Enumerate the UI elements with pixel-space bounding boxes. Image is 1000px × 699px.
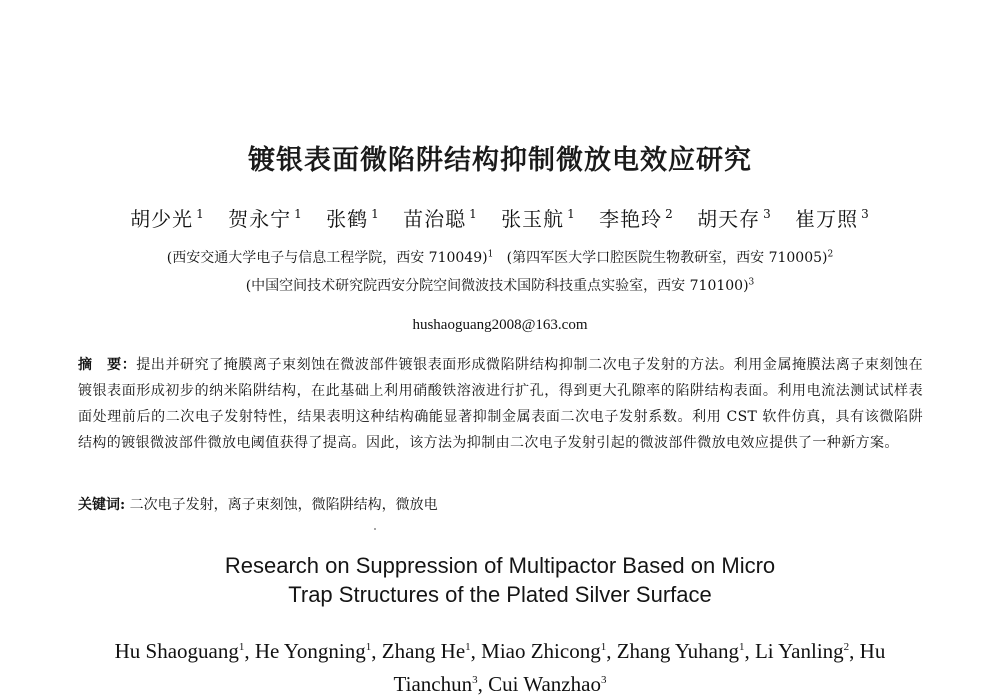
english-title-line-2: Trap Structures of the Plated Silver Surface <box>288 582 712 607</box>
affiliation-xjtu: (西安交通大学电子与信息工程学院，西安 710049) <box>166 250 488 266</box>
abstract-text: 提出并研究了掩膜离子束刻蚀在微波部件镀银表面形成微陷阱结构抑制二次电子发射的方法。利用金属掩膜法离子束刻蚀在镀银表面形成初步的纳米陷阱结构，在此基础上利用硝酸铁溶液进行扩孔，得到更大孔隙率的陷阱结构表面。利用电流法测试试样表面处理前后的二次电子发射特性，结果表明这种结构确能显著抑制金属表面二次电子发射系数。利用 CST 软件仿真，具有该微陷阱结构的镀银微波部件微放电阈值获得了提高。因此，该方法为抑制由二次电子发射引起的微波部件微放电效应提供了一种新方案。 <box>78 357 923 451</box>
chinese-author <box>599 207 674 231</box>
affiliation-line-1 <box>0 247 1000 267</box>
english-author-list <box>110 633 890 699</box>
author-affiliation-mark: 3 <box>600 674 607 686</box>
author-name: 胡少光 <box>130 207 194 231</box>
author-affiliation-mark: 1 <box>294 207 303 222</box>
author-affiliation-mark: 3 <box>763 207 772 222</box>
author-affiliation-mark: 1 <box>465 641 471 653</box>
english-title <box>0 551 1000 609</box>
abstract-label: 摘 要： <box>78 357 137 373</box>
affiliation-mark: 1 <box>487 249 494 260</box>
keywords-label: 关键词: <box>78 497 126 513</box>
author-name: He Yongning <box>254 639 366 663</box>
author-affiliation-mark: 1 <box>238 641 245 653</box>
english-author: He Yongning$^1$, <box>254 639 382 663</box>
author-name: 胡天存 <box>697 207 761 231</box>
author-name: Hu Shaoguang <box>114 639 239 663</box>
english-author: Hu Shaoguang$^1$, <box>114 639 255 663</box>
english-author: Zhang He$^1$, <box>381 639 482 663</box>
chinese-keywords <box>78 494 923 516</box>
author-name: Li Yanling <box>754 639 844 663</box>
author-affiliation-mark: 2 <box>843 641 850 653</box>
author-affiliation-mark: 1 <box>469 207 478 222</box>
english-author <box>488 672 606 696</box>
author-name: Zhang He <box>381 639 466 663</box>
author-affiliation-mark: 1 <box>600 641 607 653</box>
author-affiliation-mark: 1 <box>365 641 372 653</box>
chinese-author-list <box>60 203 940 232</box>
author-name: 苗治聪 <box>403 207 467 231</box>
chinese-author <box>795 207 870 231</box>
author-name: Cui Wanzhao <box>488 672 601 696</box>
english-author: Zhang Yuhang$^1$, <box>616 639 755 663</box>
affiliation-mark: 3 <box>748 277 755 288</box>
chinese-author <box>403 207 478 231</box>
chinese-author <box>228 207 303 231</box>
chinese-title: 镀银表面微陷阱结构抑制微放电效应研究 <box>248 145 752 176</box>
affiliation-mark: 2 <box>827 249 834 260</box>
author-affiliation-mark: 1 <box>196 207 205 222</box>
author-name: 张鹤 <box>326 207 369 231</box>
affiliation-cast: (中国空间技术研究院西安分院空间微波技术国防科技重点实验室，西安 710100) <box>245 278 749 294</box>
affiliation-line-2 <box>0 275 1000 295</box>
author-name: Zhang Yuhang <box>616 639 739 663</box>
english-title-line-1: Research on Suppression of Multipactor Based on Micro <box>224 553 776 578</box>
scan-speck <box>374 528 376 530</box>
keywords-text: 二次电子发射，离子束刻蚀，微陷阱结构，微放电 <box>129 497 438 513</box>
english-author: Li Yanling$^2$, <box>754 639 860 663</box>
chinese-author <box>697 207 772 231</box>
author-affiliation-mark: 1 <box>567 207 576 222</box>
author-affiliation-mark: 1 <box>738 641 745 653</box>
author-name: Miao Zhicong <box>481 639 601 663</box>
author-affiliation-mark: 1 <box>371 207 380 222</box>
author-name: Hu Tianchun <box>393 639 886 696</box>
chinese-author <box>326 207 380 231</box>
chinese-author <box>130 207 205 231</box>
affiliation-fmmu: (第四军医大学口腔医院生物教研室，西安 710005) <box>506 250 828 266</box>
author-affiliation-mark: 3 <box>472 674 478 686</box>
author-name: 李艳玲 <box>599 207 663 231</box>
author-name: 贺永宁 <box>228 207 292 231</box>
chinese-abstract <box>78 352 923 456</box>
english-author: Miao Zhicong$^1$, <box>481 639 617 663</box>
author-name: 崔万照 <box>795 207 859 231</box>
author-affiliation-mark: 3 <box>861 207 870 222</box>
author-name: 张玉航 <box>501 207 565 231</box>
english-author: Hu Tianchun$^3$, <box>393 639 886 696</box>
chinese-author <box>501 207 576 231</box>
author-email: hushaoguang2008@163.com <box>412 317 588 333</box>
author-affiliation-mark: 2 <box>665 207 674 222</box>
